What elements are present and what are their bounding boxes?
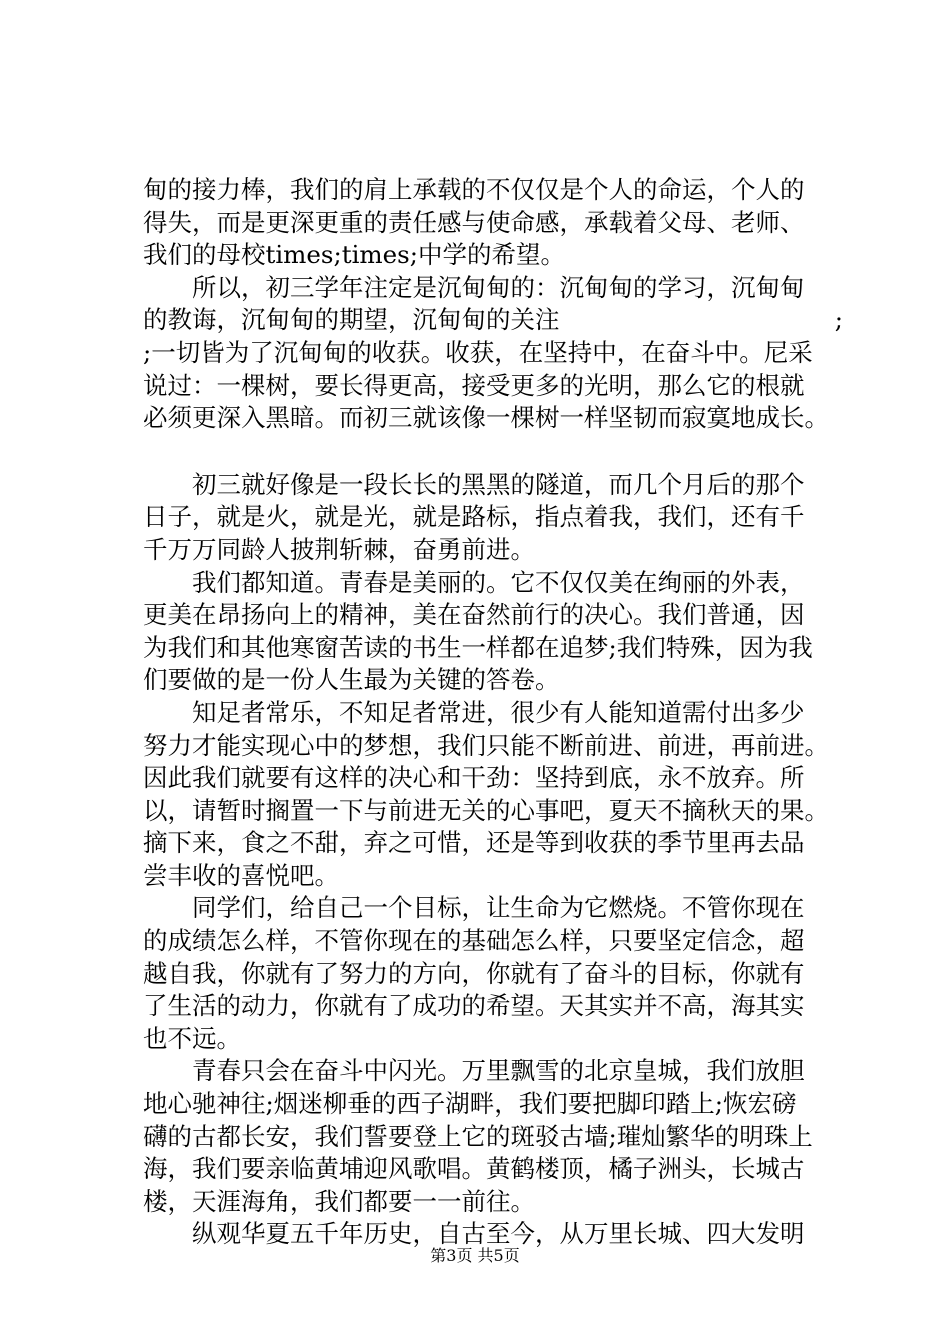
text-line [143,304,843,337]
text-line: 尝丰收的喜悦吧。 [143,860,339,890]
text-line: 所以，初三学年注定是沉甸甸的：沉甸甸的学习，沉甸甸 [143,272,805,302]
text-line: 知足者常乐，不知足者常进，很少有人能知道需付出多少 [143,697,805,727]
paragraph-gap [143,435,843,469]
text-line: 说过：一棵树，要长得更高，接受更多的光明，那么它的根就 [143,370,805,400]
paragraph-7 [143,1055,843,1218]
paragraph-4 [143,567,843,697]
text-line: 青春只会在奋斗中闪光。万里飘雪的北京皇城，我们放胆 [143,1056,805,1086]
trailing-semicolon: ; [834,305,843,335]
document-body [143,174,843,1251]
text-line: 我们都知道。青春是美丽的。它不仅仅美在绚丽的外表， [143,567,805,597]
text-line: 更美在昂扬向上的精神，美在奋然前行的决心。我们普通，因 [143,600,805,630]
text-line: 日子，就是火，就是光，就是路标，指点着我，我们，还有千 [143,502,805,532]
paragraph-1 [143,174,843,272]
paragraph-6 [143,892,843,1055]
text-line: 的成绩怎么样，不管你现在的基础怎么样，只要坚定信念，超 [143,926,805,956]
text-line: 了生活的动力，你就有了成功的希望。天其实并不高，海其实 [143,991,805,1021]
text-line: 以，请暂时搁置一下与前进无关的心事吧，夏天不摘秋天的果。 [143,795,829,825]
text-line: 初三就好像是一段长长的黑黑的隧道，而几个月后的那个 [143,469,805,499]
paragraph-2 [143,272,843,435]
text-line: 们要做的是一份人生最为关键的答卷。 [143,665,560,695]
text-line: 甸的接力棒，我们的肩上承载的不仅仅是个人的命运，个人的 [143,175,805,204]
page-number-footer: 第3页 共5页 [430,1246,520,1265]
text-line: 摘下来，食之不甜，弃之可惜，还是等到收获的季节里再去品 [143,828,805,858]
text-line: 地心驰神往;烟迷柳垂的西子湖畔，我们要把脚印踏上;恢宏磅 [143,1089,797,1119]
paragraph-3 [143,469,843,567]
text-line: 也不远。 [143,1023,241,1053]
text-line: 纵观华夏五千年历史，自古至今，从万里长城、四大发明 [143,1219,805,1249]
text-line: 同学们，给自己一个目标，让生命为它燃烧。不管你现在 [143,893,805,923]
text-line: ;一切皆为了沉甸甸的收获。收获，在坚持中，在奋斗中。尼采 [143,337,813,367]
text-line: 越自我，你就有了努力的方向，你就有了奋斗的目标，你就有 [143,958,805,988]
text-line: 海，我们要亲临黄埔迎风歌唱。黄鹤楼顶，橘子洲头，长城古 [143,1154,805,1184]
text-line: 我们的母校times;times;中学的希望。 [143,240,565,270]
text-line: 因此我们就要有这样的决心和干劲：坚持到底，永不放弃。所 [143,763,805,793]
text-line: 努力才能实现心中的梦想，我们只能不断前进、前进，再前进。 [143,730,829,760]
paragraph-5 [143,697,843,893]
text-line: 礴的古都长安，我们誓要登上它的斑驳古墙;璀灿繁华的明珠上 [143,1121,813,1151]
text-line: 千万万同龄人披荆斩棘，奋勇前进。 [143,534,535,564]
text-line: 楼，天涯海角，我们都要一一前往。 [143,1186,535,1216]
text-line: 得失，而是更深更重的责任感与使命感，承载着父母、老师、 [143,207,805,237]
text-line: 必须更深入黑暗。而初三就该像一棵树一样坚韧而寂寞地成长。 [143,403,829,433]
text-line: 为我们和其他寒窗苦读的书生一样都在追梦;我们特殊，因为我 [143,632,813,662]
text-segment: 的教诲，沉甸甸的期望，沉甸甸的关注 [143,305,560,335]
